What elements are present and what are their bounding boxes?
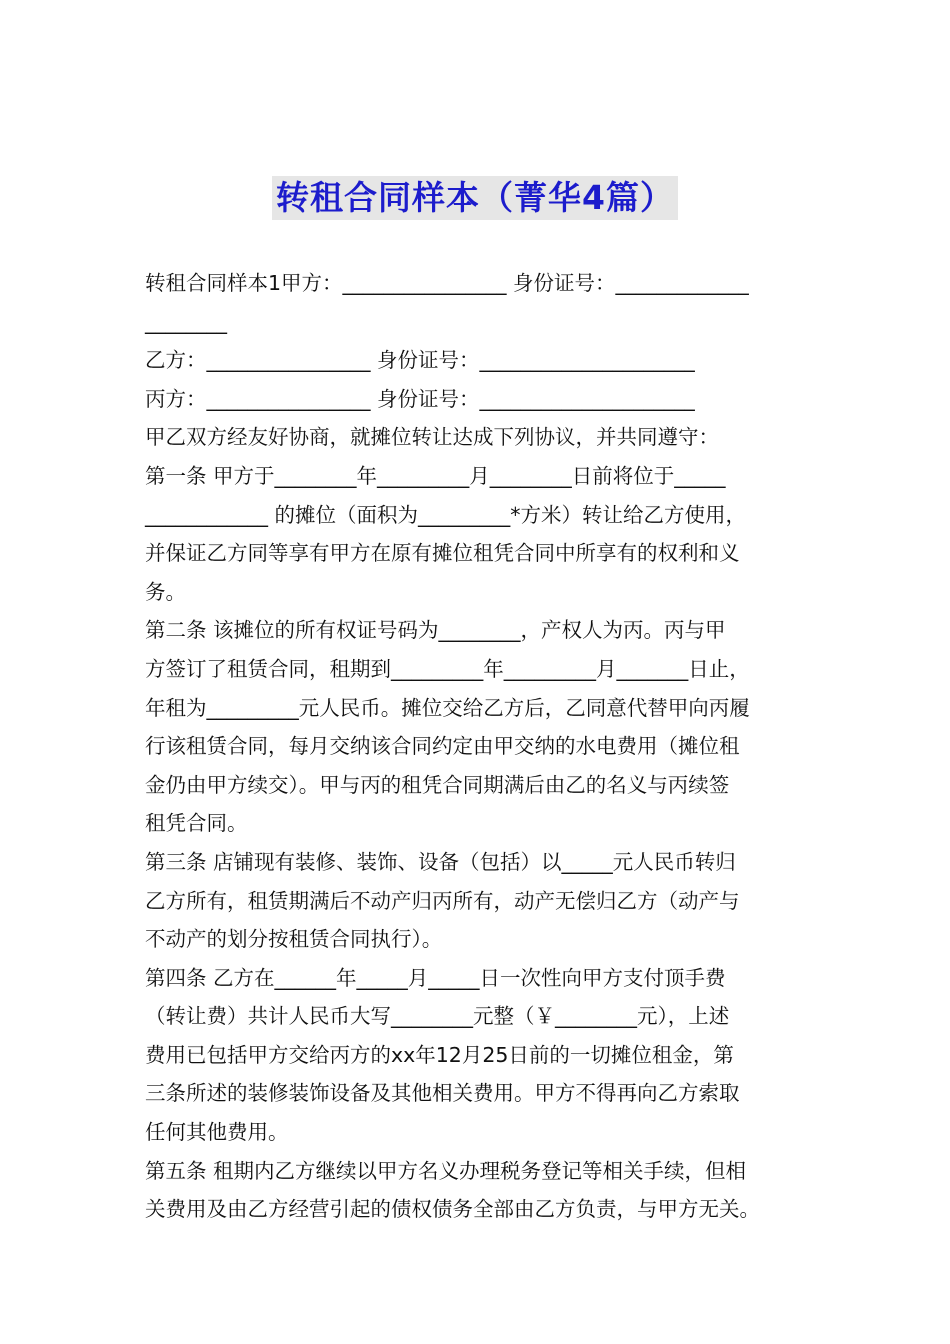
- body-line: 第四条 乙方在______年_____月_____日一次性向甲方支付顶手费: [145, 965, 726, 990]
- body-line: 不动产的划分按租赁合同执行）。: [145, 927, 443, 952]
- body-line: 金仍由甲方续交）。甲与丙的租凭合同期满后由乙的名义与丙续签: [145, 772, 730, 797]
- body-line: 转租合同样本1甲方：________________ 身份证号：_____________: [145, 271, 749, 295]
- body-line: 第一条 甲方于________年_________月________日前将位于_____: [145, 463, 726, 488]
- document-title: 转租合同样本（菁华4篇）: [272, 176, 678, 220]
- body-line: （转让费）共计人民币大写________元整（￥________元），上述: [145, 1004, 730, 1029]
- body-line: 三条所述的装修装饰设备及其他相关费用。甲方不得再向乙方索取: [145, 1081, 740, 1106]
- body-line: 方签订了租赁合同，租期到_________年_________月_______日止，: [145, 656, 750, 681]
- body-line: 务。: [145, 579, 186, 604]
- body-line: 丙方：________________ 身份证号：_____________________: [145, 386, 695, 411]
- body-line: 第二条 该摊位的所有权证号码为________，产权人为丙。丙与甲: [145, 618, 726, 643]
- body-line: 并保证乙方同等享有甲方在原有摊位租凭合同中所享有的权利和义: [145, 541, 740, 566]
- body-line: 租凭合同。: [145, 811, 248, 836]
- document-body: [145, 264, 825, 1229]
- body-line: ________: [145, 309, 227, 334]
- body-line: 年租为_________元人民币。摊位交给乙方后，乙同意代替甲向丙履: [145, 695, 750, 720]
- body-line: 第三条 店铺现有装修、装饰、设备（包括）以_____元人民币转归: [145, 849, 736, 874]
- body-line: ____________ 的摊位（面积为_________*方米）转让给乙方使用，: [145, 502, 747, 527]
- body-line: 关费用及由乙方经营引起的债权债务全部由乙方负责，与甲方无关。: [145, 1197, 760, 1222]
- body-line: 乙方所有，租赁期满后不动产归丙所有，动产无偿归乙方（动产与: [145, 888, 740, 913]
- body-line: 乙方：________________ 身份证号：_____________________: [145, 348, 695, 373]
- body-line: 第五条 租期内乙方继续以甲方名义办理税务登记等相关手续，但相: [145, 1158, 747, 1183]
- body-line: 任何其他费用。: [145, 1120, 289, 1145]
- body-line: 费用已包括甲方交给丙方的xx年12月25日前的一切摊位租金，第: [145, 1042, 734, 1067]
- body-line: 甲乙双方经友好协商，就摊位转让达成下列协议，并共同遵守：: [145, 425, 719, 450]
- title-container: [0, 176, 950, 220]
- body-line: 行该租赁合同，每月交纳该合同约定由甲交纳的水电费用（摊位租: [145, 734, 740, 759]
